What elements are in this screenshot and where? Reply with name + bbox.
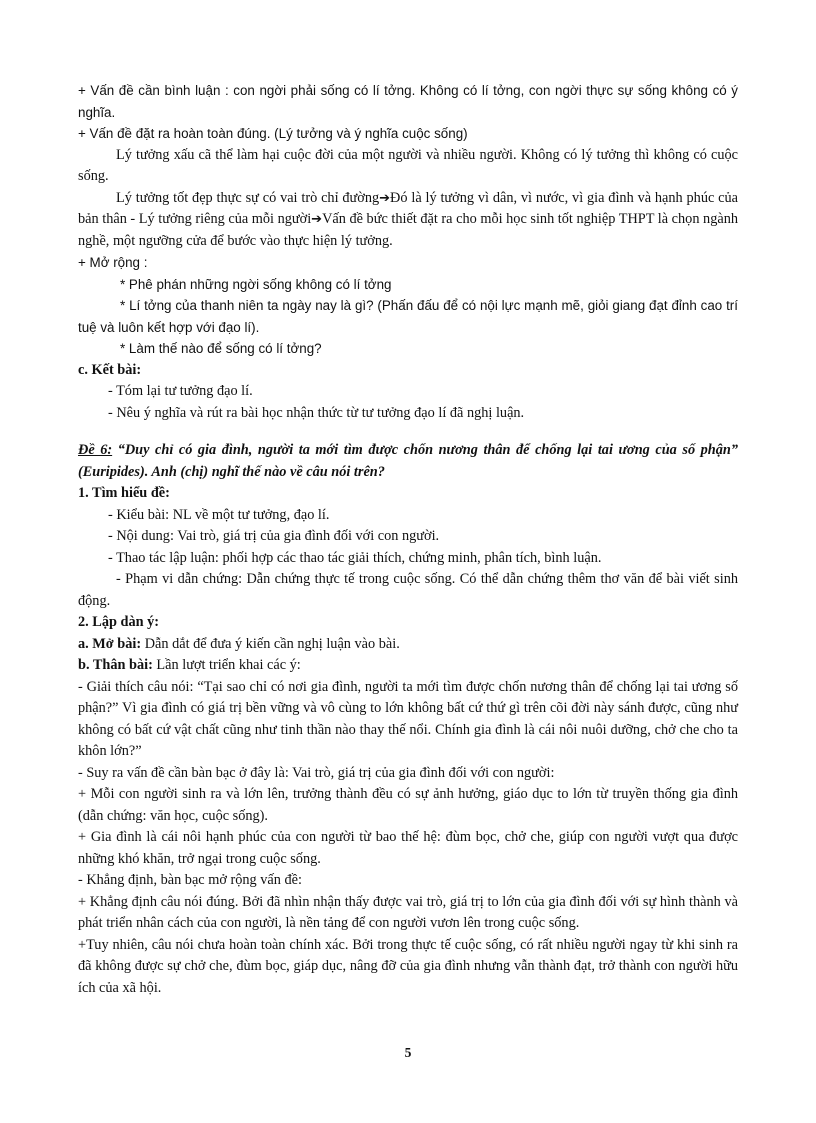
section-heading: c. Kết bài: — [78, 361, 142, 378]
list-item: * Phê phán những ngời sống không có lí tởng — [120, 276, 392, 292]
paragraph: + Gia đình là cái nôi hạnh phúc của con người từ bao thế hệ: đùm bọc, chở che, giúp con người vượt qua được những khó khăn, trở ngại trong cuộc sống. — [78, 829, 738, 867]
list-item: * Làm thế nào để sống có lí tởng? — [120, 341, 322, 356]
page-number: 5 — [404, 1045, 412, 1060]
paragraph: +Tuy nhiên, câu nói chưa hoàn toàn chính xác. Bởi trong thực tế cuộc sống, có rất nhiều người ngay từ khi sinh ra đã không được sự chở che, đùm bọc, giáp dục, nâng đỡ của gia đình nhưng vẫn thành đạt, trở thành con người hữu ích của xã hội. — [78, 936, 738, 996]
paragraph: - Suy ra vấn đề cần bàn bạc ở đây là: Vai trò, giá trị của gia đình đối với con người: — [78, 764, 555, 781]
paragraph: + Mỗi con người sinh ra và lớn lên, trưởng thành đều có sự ảnh hưởng, giáo dục to lớn từ truyền thống gia đình (dẫn chứng: văn học, cuộc sống). — [78, 786, 738, 824]
paragraph: - Khẳng định, bàn bạc mở rộng vấn đề: — [78, 872, 302, 888]
paragraph — [78, 188, 738, 253]
subheading: a. Mở bài: — [78, 635, 142, 652]
spacer — [78, 424, 738, 440]
paragraph — [78, 655, 738, 677]
paragraph: + Vấn đề cần bình luận : con ngời phải sống có lí tởng. Không có lí tởng, con ngời thực sự sống không có ý nghĩa. — [78, 83, 738, 120]
list-item: - Thao tác lập luận: phối hợp các thao tác giải thích, chứng minh, phân tích, bình luận. — [108, 549, 602, 566]
list-item: - Kiểu bài: NL về một tư tưởng, đạo lí. — [108, 506, 330, 523]
arrow-icon: ➔ — [379, 190, 391, 206]
exercise-prompt — [78, 440, 738, 483]
paragraph: + Mở rộng : — [78, 255, 148, 270]
text-run: Dẫn dắt để đưa ý kiến cần nghị luận vào bài. — [141, 635, 400, 652]
text-run: Vấn đề bức thiết đặt ra cho mỗi học sinh tốt nghiệp THPT là chọn ngành nghề, một ngưỡng cửa để bước vào thực hiện lý tưởng. — [78, 211, 738, 249]
section-heading: 1. Tìm hiểu đề: — [78, 485, 170, 501]
list-item: - Nội dung: Vai trò, giá trị của gia đình đối với con người. — [108, 528, 440, 544]
text-run: Lý tưởng tốt đẹp thực sự có vai trò chỉ đường — [116, 189, 380, 206]
subheading: b. Thân bài: — [78, 657, 153, 673]
list-item: - Nêu ý nghĩa và rút ra bài học nhận thức từ tư tưởng đạo lí đã nghị luận. — [108, 404, 525, 421]
text-run: Lần lượt triển khai các ý: — [152, 657, 301, 673]
list-item: - Tóm lại tư tưởng đạo lí. — [108, 383, 253, 399]
paragraph: - Giải thích câu nói: “Tại sao chỉ có nơi gia đình, người ta mới tìm được chốn nương thân để chống lại tai ương số phận?” Vì gia đình có giá trị bền vững và vô cùng to lớn không bất cứ thứ gì trên cõi đời này sánh được, cũng như không có bất cứ vật chất cũng như tinh thần nào thay thế nổi. Chính gia đình là cái nôi nuôi dưỡng, chở che cho ta khôn lớn?” — [78, 678, 738, 759]
exercise-text: “Duy chỉ có gia đình, người ta mới tìm được chốn nương thân để chống lại tai ương của số phận” (Euripides). Anh (chị) nghĩ thế nào về câu nói trên? — [78, 442, 738, 480]
arrow-icon: ➔ — [311, 212, 323, 227]
paragraph — [78, 634, 738, 656]
section-heading: 2. Lập dàn ý: — [78, 614, 160, 630]
exercise-label: Đề 6: — [78, 442, 113, 458]
list-item: - Phạm vi dẫn chứng: Dẫn chứng thực tế trong cuộc sống. Có thể dẫn chứng thêm thơ văn để bài viết sinh động. — [78, 571, 738, 609]
list-item: * Lí tởng của thanh niên ta ngày nay là gì? (Phấn đấu để có nội lực mạnh mẽ, giỏi giang đạt đỉnh cao trí tuệ và luôn kết hợp với đạo lí). — [78, 298, 738, 335]
text-run: Đó là lý tưởng vì dân, vì nước, vì gia đình và hạnh phúc của bản thân - Lý tưởng riêng của mỗi người — [78, 189, 738, 227]
page-body — [78, 80, 738, 999]
paragraph: Lý tưởng xấu cã thể làm hại cuộc đời của một người và nhiều người. Không có lý tưởng thì không có cuộc sống. — [78, 146, 738, 184]
paragraph: + Vấn đề đặt ra hoàn toàn đúng. (Lý tưởng và ý nghĩa cuộc sống) — [78, 126, 468, 141]
paragraph: + Khẳng định câu nói đúng. Bởi đã nhìn nhận thấy được vai trò, giá trị to lớn của gia đình đối với sự hình thành và phát triển nhân cách của con người, là nền tảng để con người vươn lên trong cuộc sống. — [78, 893, 738, 931]
